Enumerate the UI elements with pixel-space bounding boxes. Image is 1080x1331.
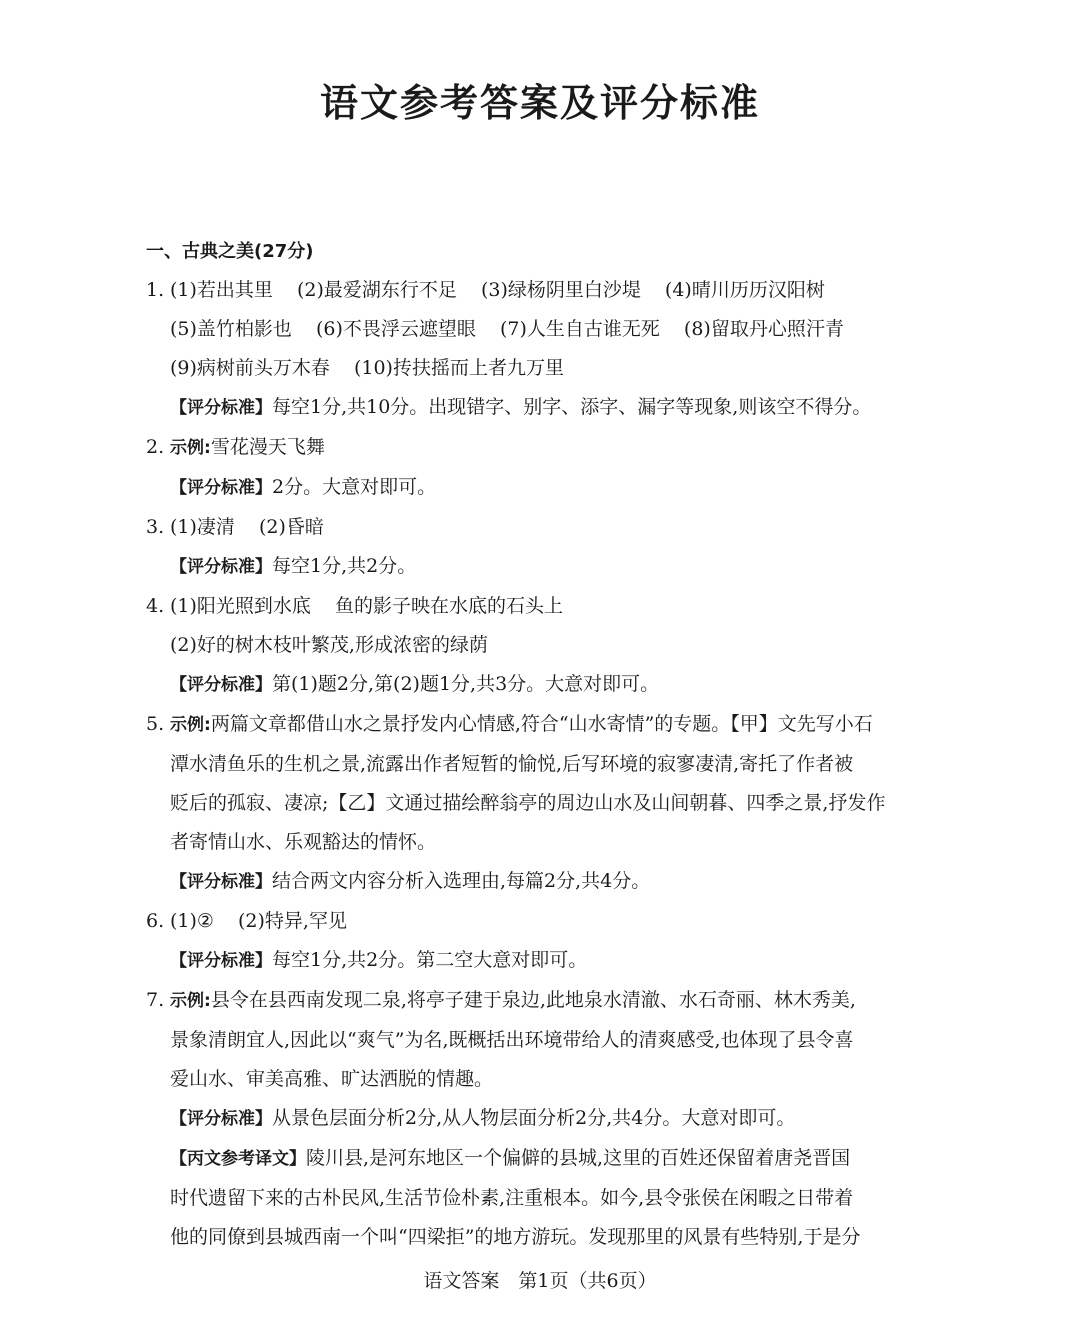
answer: (2)好的树木枝叶繁茂,形成浓密的绿荫 [170, 634, 488, 656]
question-number: 1. [146, 279, 165, 301]
scoring-label: 【评分标准】 [170, 1109, 272, 1129]
answer-content [146, 232, 966, 1257]
answer: (8)留取丹心照汗青 [683, 318, 844, 340]
answer: (1)凄清 [170, 516, 235, 538]
scoring-text: 第(1)题2分,第(2)题1分,共3分。大意对即可。 [272, 673, 660, 695]
answer: (7)人生自古谁无死 [499, 318, 660, 340]
answer-line: 县令在县西南发现二泉,将亭子建于泉边,此地泉水清澈、水石奇丽、林木秀美, [210, 989, 856, 1011]
scoring-standard [170, 388, 966, 428]
answer: 雪花漫天飞舞 [210, 436, 325, 458]
answer: (1)若出其里 [170, 279, 273, 301]
question-5 [146, 705, 966, 902]
answer-line: 者寄情山水、乐观豁达的情怀。 [170, 831, 437, 853]
scoring-standard [170, 665, 966, 705]
answer: 鱼的影子映在水底的石头上 [334, 595, 563, 617]
scoring-label: 【评分标准】 [170, 398, 272, 418]
scoring-label: 【评分标准】 [170, 675, 272, 695]
scoring-standard [170, 468, 966, 508]
scoring-text: 从景色层面分析2分,从人物层面分析2分,共4分。大意对即可。 [272, 1107, 796, 1129]
scoring-label: 【评分标准】 [170, 557, 272, 577]
answer: (6)不畏浮云遮望眼 [315, 318, 476, 340]
answer-line: 贬后的孤寂、凄凉;【乙】文通过描绘醉翁亭的周边山水及山间朝暮、四季之景,抒发作 [170, 792, 886, 814]
section-heading: 一、古典之美(27分) [146, 241, 314, 262]
question-number: 3. [146, 516, 165, 538]
question-number: 4. [146, 595, 165, 617]
question-1 [146, 271, 966, 428]
scoring-label: 【评分标准】 [170, 951, 272, 971]
scoring-standard [170, 862, 966, 902]
example-label: 示例: [170, 715, 211, 735]
scoring-standard [170, 1099, 966, 1139]
scoring-text: 每空1分,共10分。出现错字、别字、添字、漏字等现象,则该空不得分。 [272, 396, 872, 418]
translation [170, 1139, 966, 1179]
answer-line: 潭水清鱼乐的生机之景,流露出作者短暂的愉悦,后写环境的寂寥凄清,寄托了作者被 [170, 753, 854, 775]
page-footer: 语文答案 第1页（共6页） [423, 1270, 657, 1292]
scoring-text: 结合两文内容分析入选理由,每篇2分,共4分。 [272, 870, 651, 892]
translation-line: 陵川县,是河东地区一个偏僻的县城,这里的百姓还保留着唐尧晋国 [306, 1147, 851, 1169]
answer-line: 爱山水、审美高雅、旷达洒脱的情趣。 [170, 1068, 494, 1090]
translation-label: 【丙文参考译文】 [170, 1149, 306, 1169]
question-4 [146, 587, 966, 705]
scoring-text: 2分。大意对即可。 [272, 476, 437, 498]
answer-line: 两篇文章都借山水之景抒发内心情感,符合“山水寄情”的专题。【甲】文先写小石 [210, 713, 873, 735]
answer-line: 景象清朗宜人,因此以“爽气”为名,既概括出环境带给人的清爽感受,也体现了县令喜 [170, 1029, 854, 1051]
answer: (2)特异,罕见 [238, 910, 347, 932]
translation-line: 时代遗留下来的古朴民风,生活节俭朴素,注重根本。如今,县令张侯在闲暇之日带着 [170, 1187, 854, 1209]
example-label: 示例: [170, 991, 211, 1011]
answer: (9)病树前头万木春 [170, 357, 330, 379]
answer: (10)抟扶摇而上者九万里 [353, 357, 564, 379]
example-label: 示例: [170, 438, 211, 458]
question-6 [146, 902, 966, 981]
question-number: 7. [146, 989, 165, 1011]
question-number: 6. [146, 910, 165, 932]
scoring-label: 【评分标准】 [170, 872, 272, 892]
answer: (1)② [170, 910, 214, 932]
scoring-text: 每空1分,共2分。 [272, 555, 417, 577]
answer: (4)晴川历历汉阳树 [664, 279, 825, 301]
question-number: 2. [146, 436, 165, 458]
question-2 [146, 428, 966, 508]
scoring-label: 【评分标准】 [170, 478, 272, 498]
page-title: 语文参考答案及评分标准 [319, 81, 760, 125]
question-number: 5. [146, 713, 165, 735]
scoring-standard [170, 547, 966, 587]
scoring-standard [170, 941, 966, 981]
question-7 [146, 981, 966, 1257]
answer: (2)昏暗 [258, 516, 324, 538]
answer: (1)阳光照到水底 [170, 595, 311, 617]
translation-line: 他的同僚到县城西南一个叫“四梁拒”的地方游玩。发现那里的风景有些特别,于是分 [170, 1226, 861, 1248]
scoring-text: 每空1分,共2分。第二空大意对即可。 [272, 949, 588, 971]
question-3 [146, 508, 966, 587]
answer: (3)绿杨阴里白沙堤 [480, 279, 641, 301]
answer: (5)盖竹柏影也 [170, 318, 292, 340]
answer: (2)最爱湖东行不足 [296, 279, 457, 301]
